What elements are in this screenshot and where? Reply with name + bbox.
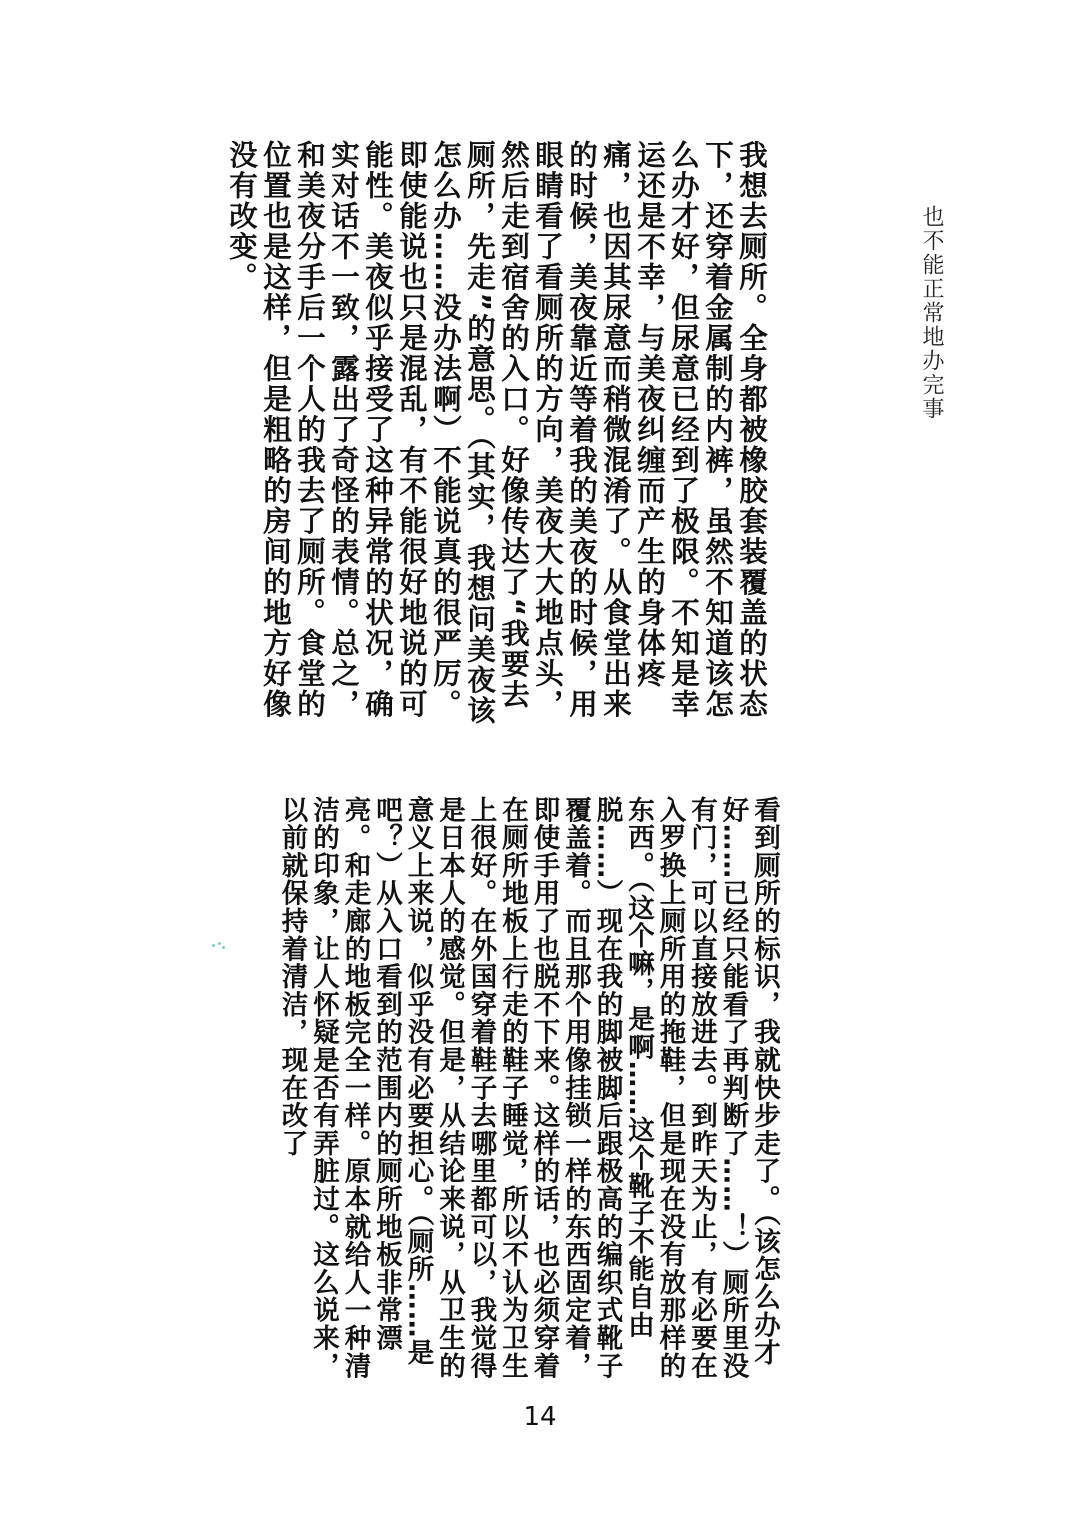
text-block-top (225, 140, 768, 730)
page-number: 14 (523, 1402, 557, 1432)
running-title: 也不能正常地办完事 (919, 205, 944, 421)
paragraph: 我想去厕所。全身都被橡胶套装覆盖的状态下，还穿着金属制的内裤，虽然不知道该怎么办才好，但尿意已经到了极限。不知是幸运还是不幸，与美夜纠缠而产生的身体疼痛，也因其尿意而稍微混淆了。从食堂出来的时候，美夜靠近等着我的美夜的时候，用眼睛看了看厕所的方向，美夜大大地点头，然后走到宿舍的入口。好像传达了“我要去厕所，先走”的意思。（其实，我想问美夜该怎么办……没办法啊）不能说真的很严厉。即使能说也只是混乱，有不能很好地说的可能性。美夜似乎接受了这种异常的状况，确实对话不一致，露出了奇怪的表情。总之，和美夜分手后一个人的我去了厕所。食堂的位置也是这样，但是粗略的房间的地方好像没有改变。 (225, 140, 768, 726)
text-block-bottom (276, 796, 780, 1396)
paragraph: 看到厕所的标识，我就快步走了。（该怎么办才好……已经只能看了再判断了……！）厕所里没有门，可以直接放进去。到昨天为止，有必要在入罗换上厕所用的拖鞋，但是现在没有放那样的东西。（这个嘛，是啊……这个靴子不能自由脱……）现在我的脚被脚后跟极高的编织式靴子覆盖着。而且那个用像挂锁一样的东西固定着，即使手用了也脱不下来。这样的话，也必须穿着在厕所地板上行走的鞋子睡觉，所以不认为卫生上很好。在外国穿着鞋子去哪里都可以，我觉得是日本人的感觉。但是，从结论来说，从卫生的意义上来说，似乎没有必要担心。（厕所……是吧？）从入口看到的范围内的厕所地板非常漂亮。和走廊的地板完全一样。原本就给人一种清洁的印象，让人怀疑是否有弄脏过。这么说来，以前就保持着清洁，现在改了 (276, 796, 780, 1380)
scan-speck (212, 942, 226, 950)
